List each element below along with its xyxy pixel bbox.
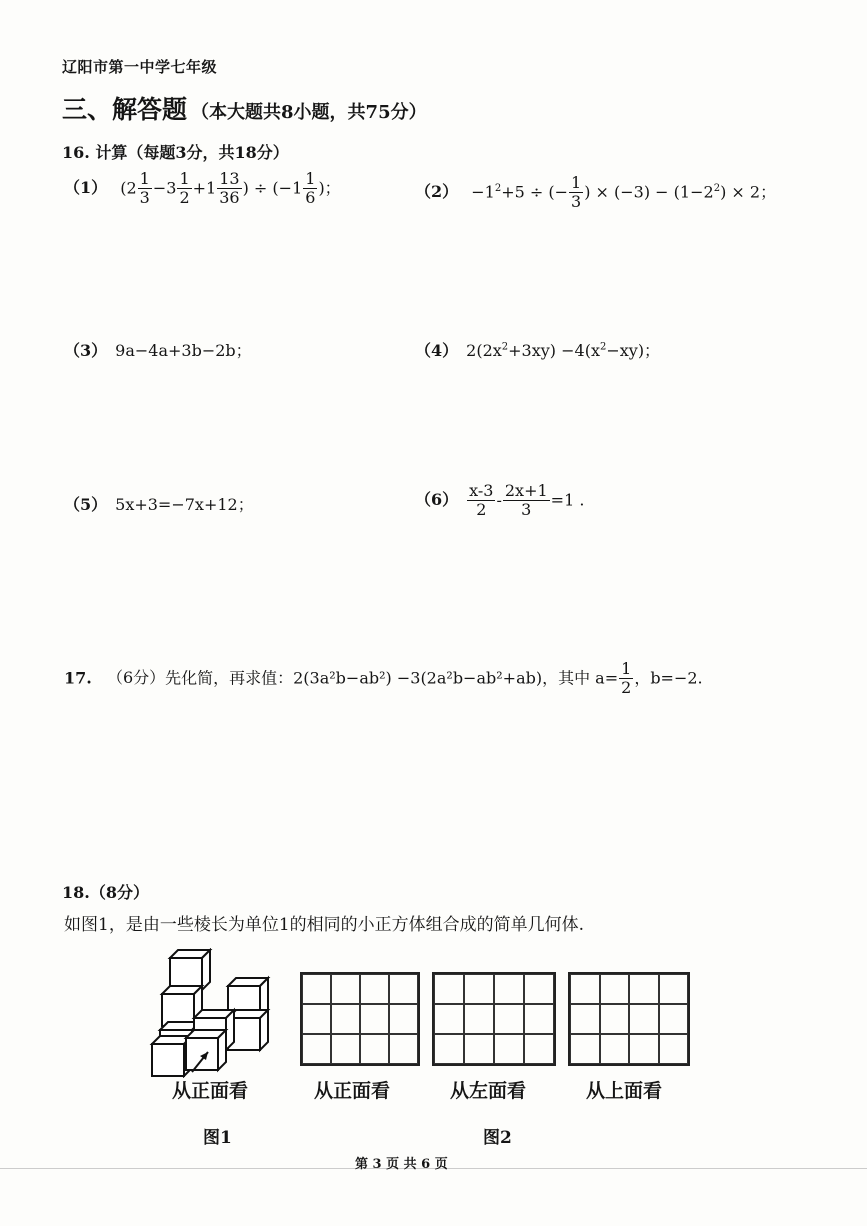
problem-number: （6）: [415, 490, 459, 510]
left-view-grid[interactable]: [432, 972, 556, 1066]
question-16-head: 16. 计算（每题3分，共18分）: [62, 143, 289, 162]
operator: −3: [152, 178, 177, 198]
fraction: $\frac{x-3}{2}$: [469, 481, 494, 520]
fraction: $\frac{1}{3}$: [139, 169, 150, 208]
term: ) × 2；: [720, 182, 777, 202]
paren: (: [120, 178, 127, 198]
question-text: 先化简，再求值：2(3a²b−ab²) −3(2a²b−ab²+ab)，其中 a=: [165, 668, 619, 688]
problem-16-5: [64, 492, 254, 515]
problem-16-3: [64, 338, 252, 361]
figure1-view-caption: 从正面看: [172, 1080, 249, 1102]
question-number: 17.: [64, 668, 92, 688]
problem-number: （2）: [415, 182, 459, 202]
page-footer: 第 3 页 共 6 页: [355, 1157, 448, 1172]
question-tail: ，b=−2.: [634, 668, 703, 688]
cube-figure: [148, 948, 278, 1078]
term: −1: [471, 182, 495, 202]
exponent: 2: [713, 183, 721, 195]
front-view-grid[interactable]: [300, 972, 420, 1066]
figure1-label: 图1: [203, 1128, 232, 1148]
problem-number: （5）: [64, 495, 108, 514]
question-18-head: 18.（8分）: [62, 883, 149, 902]
question-17: [64, 660, 703, 698]
expression: 5x+3=−7x+12；: [115, 495, 254, 514]
problem-16-2: [415, 174, 776, 212]
operator: ) ÷ (−1: [242, 178, 303, 198]
operator: -: [496, 490, 502, 510]
term: 2(2x: [466, 341, 502, 360]
figure2-label: 图2: [483, 1128, 512, 1148]
term: −xy)；: [606, 341, 661, 360]
question-18-text: 如图1，是由一些棱长为单位1的相同的小正方体组合成的简单几何体.: [64, 915, 585, 935]
problem-16-4: [415, 338, 660, 361]
top-view-grid[interactable]: [568, 972, 690, 1066]
fraction: $\frac{1}{2}$: [621, 659, 632, 698]
operator: +1: [192, 178, 217, 198]
section-subtitle: （本大题共8小题，共75分）: [191, 102, 427, 123]
exponent: 2: [599, 341, 607, 353]
problem-number: （4）: [415, 341, 459, 360]
problem-16-6: [415, 482, 584, 520]
problem-number: （3）: [64, 341, 108, 360]
question-points: （6分）: [106, 668, 166, 688]
fraction: $\frac{1}{2}$: [179, 169, 190, 208]
term: +5 ÷ (−: [501, 182, 569, 202]
fraction: $\frac{1}{3}$: [571, 173, 582, 212]
section-title: [62, 90, 427, 126]
expression: 9a−4a+3b−2b；: [115, 341, 252, 360]
exponent: 2: [501, 341, 509, 353]
fraction: $\frac{2x+1}{3}$: [504, 481, 548, 520]
fraction: $\frac{13}{36}$: [219, 169, 240, 208]
view-caption-left: 从左面看: [450, 1080, 527, 1102]
view-caption-top: 从上面看: [586, 1080, 663, 1102]
problem-number: （1）: [64, 178, 108, 198]
problem-16-1: [64, 170, 341, 208]
exponent: 2: [494, 183, 502, 195]
whole: 2: [126, 178, 137, 198]
term: ) × (−3) − (1−2: [584, 182, 714, 202]
term: +3xy) −4(x: [508, 341, 600, 360]
section-title-text: 三、解答题: [62, 95, 188, 124]
paren: )；: [318, 178, 341, 198]
view-caption-front: 从正面看: [314, 1080, 391, 1102]
fraction: $\frac{1}{6}$: [305, 169, 316, 208]
school-header: 辽阳市第一中学七年级: [62, 58, 218, 76]
operator: =1 .: [550, 490, 585, 510]
